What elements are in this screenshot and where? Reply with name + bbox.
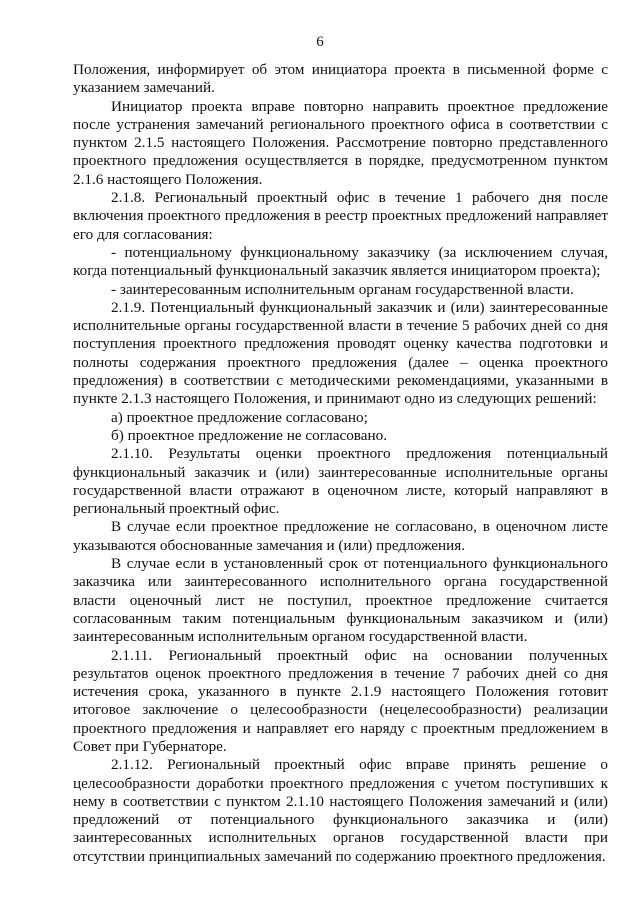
paragraph-2-1-8: 2.1.8. Региональный проектный офис в течение 1 рабочего дня после включения проектного предложения в реестр проектных предложений направляет его для согласования: xyxy=(73,189,608,243)
paragraph-deemed-approved: В случае если в установленный срок от потенциального функционального заказчика или заинтересованного исполнительного органа государственной власти оценочный лист не поступил, проектное предложение считается согласованным таким потенциальным функциональным заказчиком и (или) заинтересованным исполнительным органом государственной власти. xyxy=(73,555,608,646)
document-body xyxy=(73,61,608,866)
paragraph-2-1-11: 2.1.11. Региональный проектный офис на основании полученных результатов оценок проектного предложения в течение 7 рабочих дней со дня истечения срока, указанного в пункте 2.1.9 настоящего Положения готовит итоговое заключение о целесообразности (нецелесообразности) реализации проектного предложения и направляет его наряду с проектным предложением в Совет при Губернаторе. xyxy=(73,646,608,755)
paragraph-continuation: Положения, информирует об этом инициатора проекта в письменной форме с указанием замечаний. xyxy=(73,61,608,97)
paragraph-2-1-9: 2.1.9. Потенциальный функциональный заказчик и (или) заинтересованные исполнительные органы государственной власти в течение 5 рабочих дней со дня поступления проектного предложения проводят оценку качества подготовки и полноты содержания проектного предложения (далее – оценка проектного предложения) в соответствии с методическими рекомендациями, указанными в пункте 2.1.3 настоящего Положения, и принимают одно из следующих решений: xyxy=(73,298,608,408)
list-item-executive-bodies: - заинтересованным исполнительным органам государственной власти. xyxy=(111,280,574,298)
paragraph-resubmission: Инициатор проекта вправе повторно направить проектное предложение после устранения замечаний регионального проектного офиса в соответствии с пунктом 2.1.5 настоящего Положения. Рассмотрение повторно представленного проектного предложения осуществляется в порядке, предусмотренном пунктом 2.1.6 настоящего Положения. xyxy=(73,97,608,188)
page-number: 6 xyxy=(316,34,324,50)
list-item-functional-customer: - потенциальному функциональному заказчику (за исключением случая, когда потенциальный функциональный заказчик является инициатором проекта); xyxy=(73,243,608,280)
paragraph-remarks: В случае если проектное предложение не согласовано, в оценочном листе указываются обоснованные замечания и (или) предложения. xyxy=(73,518,608,554)
option-a-approved: а) проектное предложение согласовано; xyxy=(111,408,368,426)
paragraph-2-1-10: 2.1.10. Результаты оценки проектного предложения потенциальный функциональный заказчик и (или) заинтересованные исполнительные органы государственной власти отражают в оценочном листе, который направляют в региональный проектный офис. xyxy=(73,445,608,518)
option-b-not-approved: б) проектное предложение не согласовано. xyxy=(111,426,388,444)
paragraph-2-1-12: 2.1.12. Региональный проектный офис вправе принять решение о целесообразности доработки проектного предложения с учетом поступивших к нему в соответствии с пунктом 2.1.10 настоящего Положения замечаний и (или) предложений от потенциального функционального заказчика и (или) заинтересованных исполнительных органов государственной власти при отсутствии принципиальных замечаний по содержанию проектного предложения. xyxy=(73,756,608,865)
